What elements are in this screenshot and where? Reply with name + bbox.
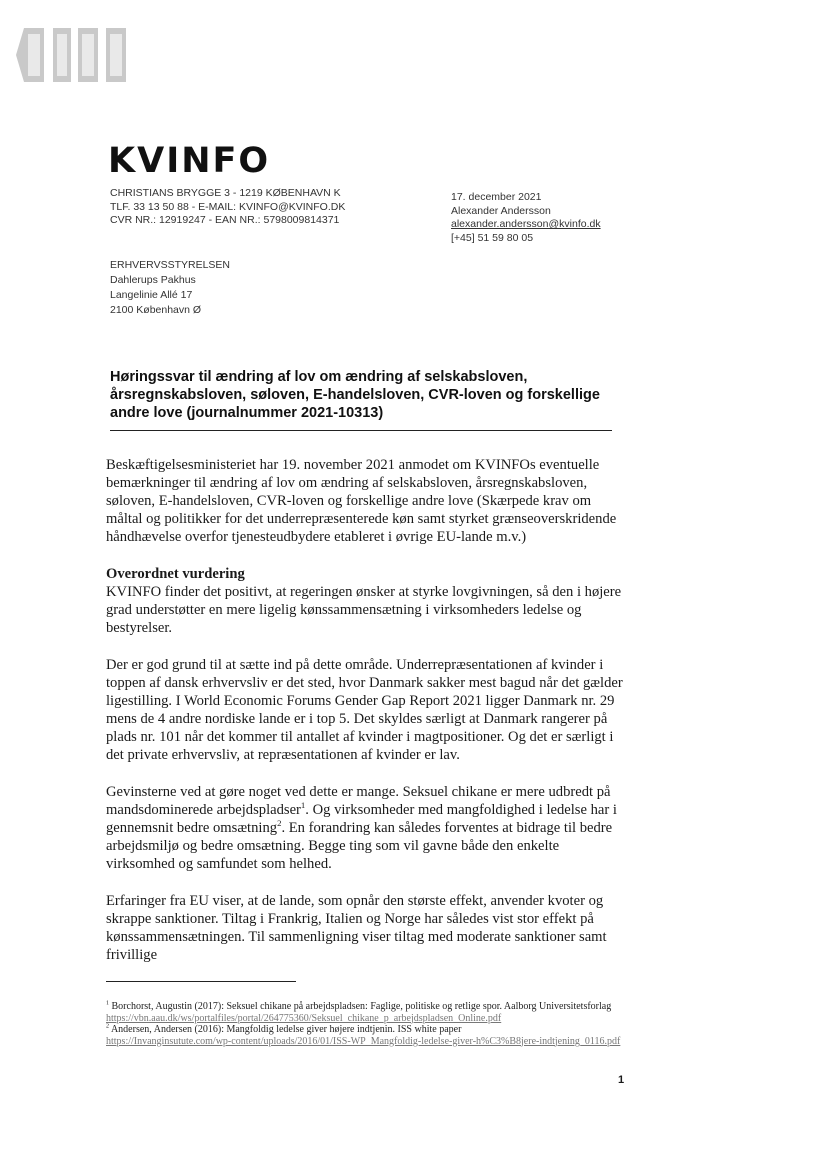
contact-email-link[interactable]: alexander.andersson@kvinfo.dk (451, 218, 601, 230)
sender-line: CVR NR.: 12919247 - EAN NR.: 5798009814371 (110, 214, 340, 226)
recipient-line: Dahlerups Pakhus (110, 274, 196, 286)
intro-paragraph: Beskæftigelsesministeriet har 19. november 2021 anmodet om KVINFOs eventuelle bemærkninger til ændring af lov om ændring af selskabsloven, årsregnskabsloven, søloven, E-handelsloven, CVR-loven og forskellige andre love (Skærpede krav om måltal og politikker for det underrepræsenterede køn samt styrket grænseoverskridende håndhævelse overfor tjenesteudbydere etableret i øvrige EU-lande m.v.) (106, 457, 617, 545)
letter-date: 17. december 2021 (451, 191, 542, 203)
paragraph: Der er god grund til at sætte ind på dette område. Underrepræsentationen af kvinder i toppen af dansk erhvervsliv er det sted, hvor Danmark sakker mest bagud når det gælder ligestilling. I World Economic Forums Gender Gap Report 2021 ligger Danmark nr. 29 mens de 4 andre nordiske lande er i top 5. Det skyldes særligt at Danmark rangerer på plads nr. 101 når det kommer til antallet af kvinder i magtpositioner. Og det er særligt i det private erhvervsliv, at repræsentationen af kvinder er lav. (106, 657, 623, 763)
footnote-number: 2 (106, 1023, 109, 1030)
recipient-address (110, 258, 230, 318)
contact-phone: [+45] 51 59 80 05 (451, 231, 534, 244)
sender-line: TLF. 33 13 50 88 - E-MAIL: KVINFO@KVINFO.DK (110, 200, 346, 213)
recipient-line: ERHVERVSSTYRELSEN (110, 259, 231, 271)
letter-body (106, 456, 626, 983)
footnote-text: Borchorst, Augustin (2017): Seksuel chikane på arbejdspladsen: Faglige, politiske og retlige spor. Aalborg Universitetsforlag (111, 1001, 612, 1012)
footnote-ref-1[interactable]: 1 (300, 800, 306, 811)
paragraph-text: . En forandring kan således forventes at bidrage til bedre arbejdsmiljø og bedre omsætning. Begge ting som vil gavne både den enkelte virksomhed og samfundet som helhed. (106, 820, 613, 872)
contact-block (451, 191, 601, 245)
contact-name: Alexander Andersson (451, 204, 551, 217)
paragraph: Erfaringer fra EU viser, at de lande, som opnår den største effekt, anvender kvoter og skrappe sanktioner. Tiltag i Frankrig, Italien og Norge har således vist stor effekt på kønssammensætningen. Til sammenligning viser tiltag med moderate sanktioner samt frivillige (106, 893, 607, 963)
paragraph (106, 783, 626, 873)
paragraph-text: . Og virksomheder med mangfoldighed i ledelse har i gennemsnit bedre omsætning (106, 802, 617, 836)
paragraph-text: Gevinsterne ved at gøre noget ved dette er mange. Seksuel chikane er mere udbredt på mandsdominerede arbejdspladser (106, 784, 611, 818)
footnote-text: Andersen, Andersen (2016): Mangfoldig ledelse giver højere indtjenin. ISS white paper (110, 1024, 462, 1035)
footnotes (106, 1001, 626, 1047)
section-heading: Overordnet vurdering (106, 566, 245, 582)
title-divider (110, 430, 612, 431)
footnote (106, 1001, 626, 1024)
footnote-ref-2[interactable]: 2 (277, 818, 282, 829)
recipient-line: 2100 København Ø (110, 304, 202, 316)
footnote (106, 1024, 626, 1047)
kvinfo-wordmark: KVINFO (108, 141, 271, 181)
kvinfo-logo-graphic (14, 28, 142, 82)
sender-line: CHRISTIANS BRYGGE 3 - 1219 KØBENHAVN K (110, 187, 341, 199)
recipient-line: Langelinie Allé 17 (110, 289, 193, 301)
document-title: Høringssvar til ændring af lov om ændring af selskabsloven, årsregnskabsloven, søloven, E-handelsloven, CVR-loven og forskellige andre love (journalnummer 2021-10313) (110, 369, 600, 421)
footnote-url-link[interactable]: https://vbn.aau.dk/ws/portalfiles/portal/264775360/Seksuel_chikane_p_arbejdspladsen_Online.pdf (106, 1012, 502, 1024)
sender-address (110, 187, 345, 228)
paragraph: KVINFO finder det positivt, at regeringen ønsker at styrke lovgivningen, så den i højere grad understøtter en mere ligelig kønssammensætning i virksomheders ledelse og bestyrelser. (106, 584, 622, 636)
footnote-number: 1 (106, 1000, 109, 1007)
page-number: 1 (618, 1074, 625, 1086)
footnote-divider (106, 981, 296, 982)
footnote-url-link[interactable]: https://Invanginsutute.com/wp-content/uploads/2016/01/ISS-WP_Mangfoldig-ledelse-giver-h%C3%B8jere-indtjening_0116.pdf (106, 1035, 621, 1047)
